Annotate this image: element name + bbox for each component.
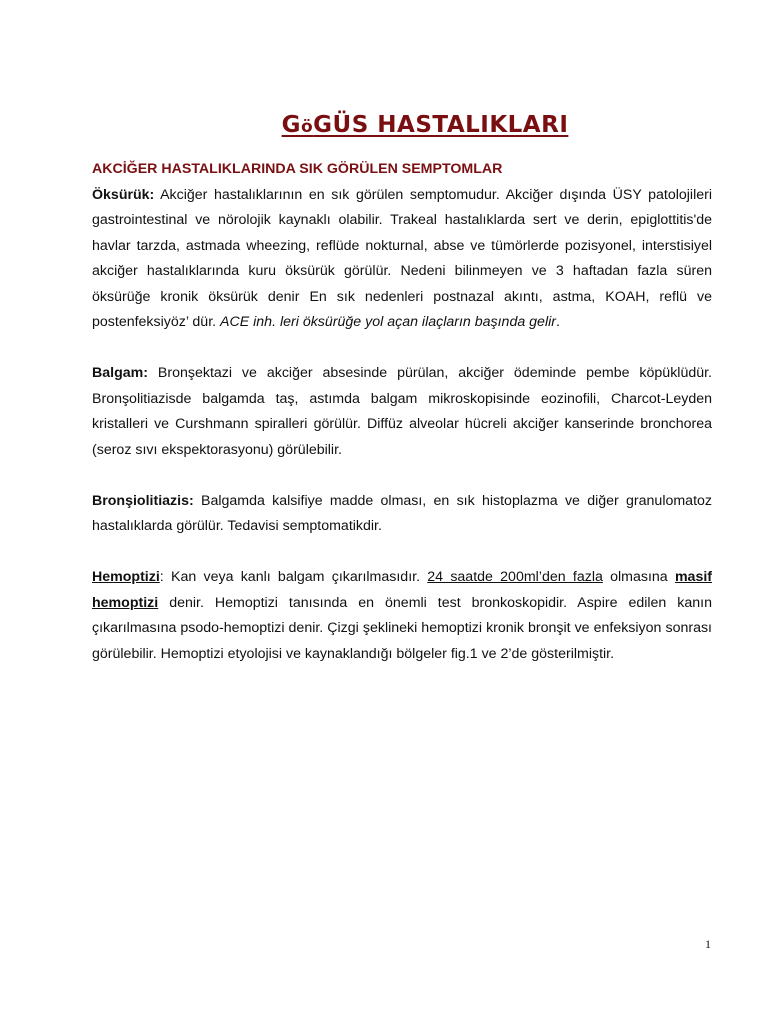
text-hemoptizi-3: denir. Hemoptizi tanısında en önemli test bronkoskopidir. Aspire edilen kanın çıkarılmasına psodo-hemoptizi denir. Çizgi şeklineki hemoptizi kronik bronşit ve enfeksiyon sonrası görülebilir. Hemoptizi etyolojisi ve kaynaklandığı bölgeler fig.1 ve 2’de gösterilmiştir. [92,594,712,662]
paragraph-gap [92,463,712,489]
section-heading: AKCİĞER HASTALIKLARINDA SIK GÖRÜLEN SEMPTOMLAR [92,161,503,177]
text-balgam: Bronşektazi ve akciğer absesinde pürülan, akciğer ödeminde pembe köpüklüdür. Bronşolitiazisde balgamda taş, astımda balgam mikroskopisinde eozinofili, Charcot-Leyden kristalleri ve Curshmann spiralleri görülür. Diffüz alveolar hücreli akciğer kanserinde bronchorea (seroz sıvı ekspektorasyonu) görülebilir. [92,365,712,458]
end-oksuruk: . [555,314,560,330]
paragraph-bronsiolitiazis [92,489,712,540]
title-small-o: ö [300,117,314,137]
term-hemoptizi: Hemoptizi [92,569,160,585]
paragraph-gap [92,540,712,566]
page-number: 1 [705,937,711,951]
document-body [92,157,712,667]
paragraph-hemoptizi [92,565,712,667]
term-masif-hemoptizi: masif hemoptizi [92,569,712,611]
title-rest: GÜS HASTALIKLARI [313,112,569,138]
page-title [0,112,768,138]
text-bronsiolitiazis: Balgamda kalsifiye madde olması, en sık histoplazma ve diğer granulomatoz hastalıklarda görülür. Tedavisi semptomatikdir. [92,492,712,534]
italic-oksuruk: ACE inh. leri öksürüğe yol açan ilaçların başında gelir [220,314,556,330]
term-balgam: Balgam: [92,365,148,381]
text-hemoptizi-1: : Kan veya kanlı balgam çıkarılmasıdır. [159,569,428,585]
paragraph-oksuruk [92,183,712,336]
underline-hemoptizi: 24 saatde 200ml’den fazla [427,569,603,585]
title-prefix: G [281,112,301,138]
paragraph-gap [92,336,712,362]
text-hemoptizi-2: olmasına [602,569,675,585]
text-oksuruk: Akciğer hastalıklarının en sık görülen semptomudur. Akciğer dışında ÜSY patolojileri gastrointestinal ve nörolojik kaynaklı olabilir. Trakeal hastalıklarda sert ve derin, epiglottitis'de havlar tarzda, astmada wheezing, reflüde nokturnal, abse ve tümörlerde pozisyonel, interstisiyel akciğer hastalıklarında kuru öksürük görülür. Nedeni bilinmeyen ve 3 haftadan fazla süren öksürüğe kronik öksürük denir En sık nedenleri postnazal akıntı, astma, KOAH, reflü ve postenfeksiyöz’ dür. [92,186,712,330]
term-oksuruk: Öksürük: [92,186,155,203]
term-bronsiolitiazis: Bronşiolitiazis: [92,492,194,509]
paragraph-balgam [92,361,712,463]
